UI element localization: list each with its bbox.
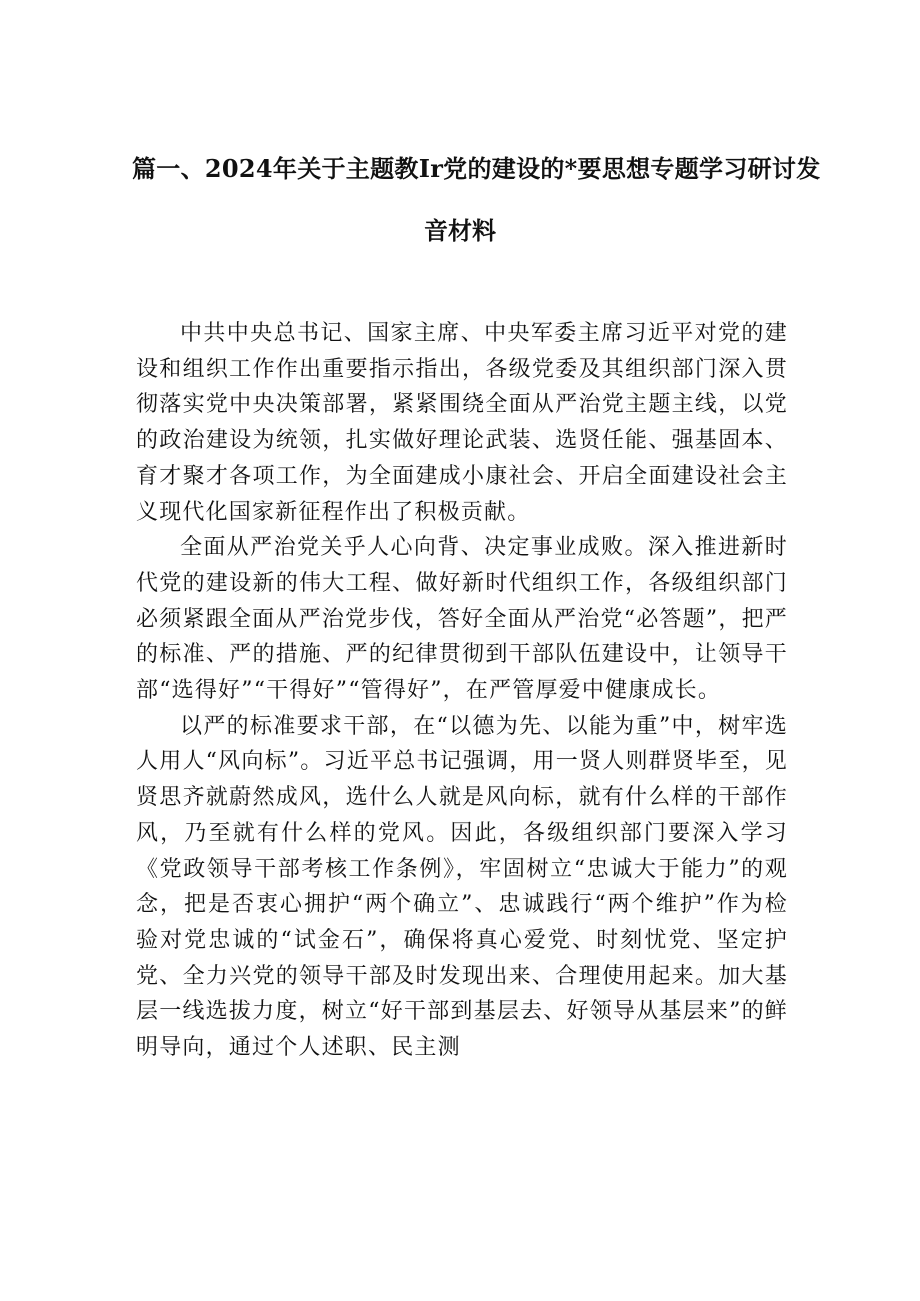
document-title-line-2: 音材料 — [424, 216, 496, 245]
document-title-line-1: 篇一、2024年关于主题教Ir党的建设的*要思想专题学习研讨发 — [132, 154, 821, 183]
paragraph-2: 全面从严治党关乎人心向背、决定事业成败。深入推进新时代党的建设新的伟大工程、做好新时代组织工作，各级组织部门必须紧跟全面从严治党步伐，答好全面从严治党“必答题”，把严的标准、严的措施、严的纪律贯彻到干部队伍建设中，让领导干部“选得好”“干得好”“管得好”，在严管厚爱中健康成长。 — [136, 535, 788, 704]
document-body — [136, 316, 788, 1066]
paragraph-3: 以严的标准要求干部，在“以德为先、以能为重”中，树牢选人用人“风向标”。习近平总书记强调，用一贤人则群贤毕至，见贤思齐就蔚然成风，选什么人就是风向标，就有什么样的干部作风，乃至就有什么样的党风。因此，各级组织部门要深入学习《党政领导干部考核工作条例》，牢固树立“忠诚大于能力”的观念，把是否衷心拥护“两个确立”、忠诚践行“两个维护”作为检验对党忠诚的“试金石”，确保将真心爱党、时刻忧党、坚定护党、全力兴党的领导干部及时发现出来、合理使用起来。加大基层一线选拔力度，树立“好干部到基层去、好领导从基层来”的鲜明导向，通过个人述职、民主测 — [136, 713, 788, 1061]
paragraph-1: 中共中央总书记、国家主席、中央军委主席习近平对党的建设和组织工作作出重要指示指出，各级党委及其组织部门深入贯彻落实党中央决策部署，紧紧围绕全面从严治党主题主线，以党的政治建设为统领，扎实做好理论武装、选贤任能、强基固本、育才聚才各项工作，为全面建成小康社会、开启全面建设社会主义现代化国家新征程作出了积极贡献。 — [136, 321, 788, 525]
